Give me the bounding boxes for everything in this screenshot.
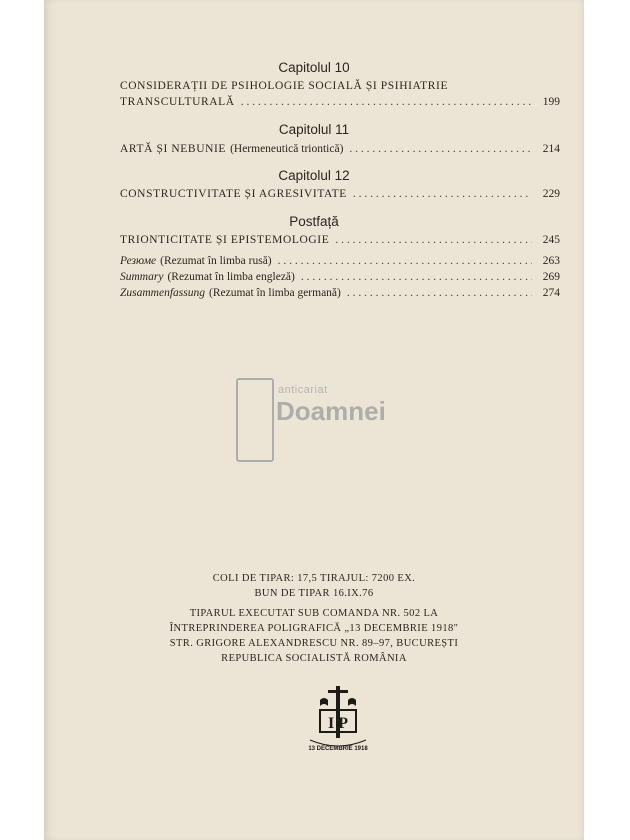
chapter-heading: Capitolul 10 [278,60,350,75]
toc-entry-page: 269 [542,271,560,283]
watermark-logo [236,378,406,460]
leader-dots [353,188,532,200]
toc-entry-subtitle: (Rezumat în limba rusă) [160,255,272,267]
logo-letters: I P [328,715,348,732]
leader-dots [278,255,532,267]
book-page [44,0,584,840]
toc-entry-subtitle: (Hermeneutică triontică) [230,143,344,155]
toc-entry-subtitle: (Rezumat în limba engleză) [167,271,295,283]
toc-entry [120,287,560,303]
imprint-line: REPUBLICA SOCIALISTĂ ROMÂNIA [221,653,407,664]
watermark-top-text: anticariat [278,384,328,396]
chapter-heading: Postfață [289,214,339,229]
toc-entry-title: CONSTRUCTIVITATE ȘI AGRESIVITATE [120,188,347,200]
leader-dots [349,143,532,155]
toc-entry-subtitle: (Rezumat în limba germană) [208,287,341,299]
leader-dots [301,271,532,283]
imprint-line: TIPARUL EXECUTAT SUB COMANDA NR. 502 LA [189,608,439,619]
printer-logo-icon [298,682,378,756]
toc-entry-title: Summary [120,271,164,283]
toc-entry-page: 229 [542,188,560,200]
toc-entry-title: TRIONTICITATE ȘI EPISTEMOLOGIE [120,234,330,246]
toc-entry-page: 199 [542,96,560,108]
toc-entry-title: TRANSCULTURALĂ [120,96,235,108]
leader-dots [241,96,532,108]
logo-motto: 13 DECEMBRIE 1918 [308,746,368,752]
toc-entry [120,143,560,159]
toc-entry [120,271,560,287]
toc-entry-title-line1: CONSIDERAȚII DE PSIHOLOGIE SOCIALĂ ȘI PSIHIATRIE [120,80,449,92]
imprint-line: STR. GRIGORE ALEXANDRESCU NR. 89–97, BUCUREȘTI [169,638,459,649]
imprint-line: BUN DE TIPAR 16.IX.76 [254,588,374,599]
imprint-line: COLI DE TIPAR: 17,5 TIRAJUL: 7200 EX. [212,573,416,584]
chapter-heading: Capitolul 11 [278,122,350,137]
book-icon [236,378,274,462]
toc-entry-page: 263 [542,255,560,267]
toc-entry-page: 214 [542,143,560,155]
toc-entry-title: ARTĂ ȘI NEBUNIE [120,143,227,155]
watermark-main-text: Doamnei [276,396,386,426]
toc-entry-page: 274 [542,287,560,299]
imprint-line: ÎNTREPRINDEREA POLIGRAFICĂ „13 DECEMBRIE 1918" [169,623,459,634]
toc-entry-title: Zusammenfassung [120,287,205,299]
toc-entry-page: 245 [542,234,560,246]
toc-entry [120,96,560,112]
toc-entry-title: Резюме [120,255,157,267]
chapter-heading: Capitolul 12 [278,168,350,183]
toc-entry [120,234,560,250]
leader-dots [347,287,532,299]
toc-entry [120,188,560,204]
leader-dots [335,234,532,246]
toc-entry [120,255,560,271]
